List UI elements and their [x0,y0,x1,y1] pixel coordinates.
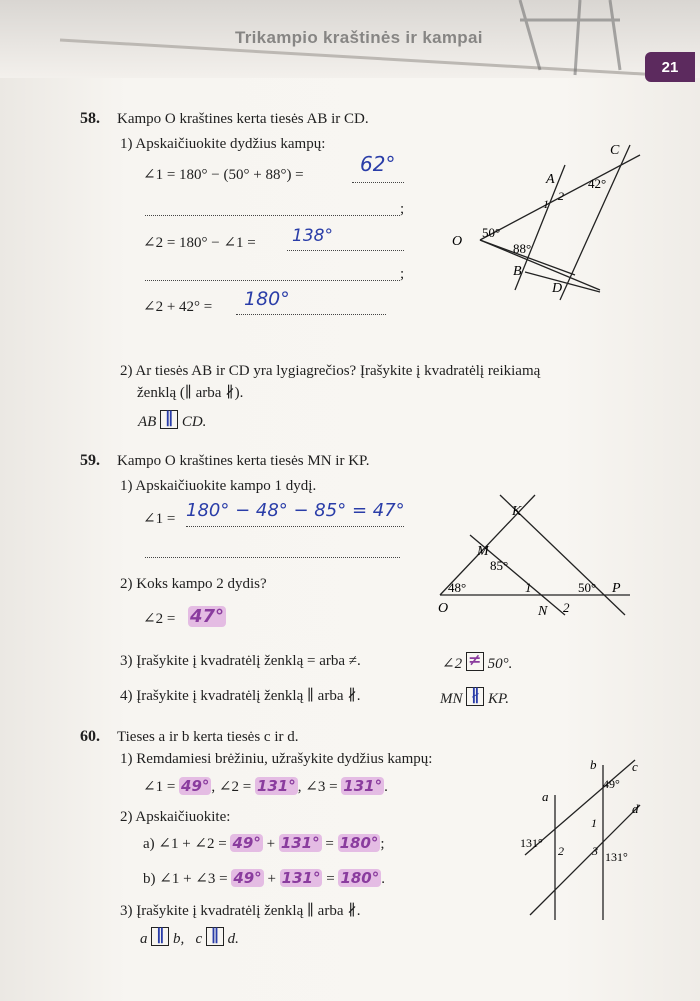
label-131-right: 131° [605,850,628,864]
question-2: 2) Apskaičiuokite: [120,809,231,825]
header-curve [0,0,700,110]
label-c: c [632,759,638,774]
line-d: d. [227,931,239,947]
answer-value: 131° [343,777,383,795]
answer-line [287,250,404,251]
label-131-left: 131° [520,836,543,850]
exercise-intro: Kampo O kraštines kerta tiesės MN ir KP. [117,453,370,469]
answer-box[interactable] [206,927,224,946]
handwritten-answer: ∦ [471,685,480,704]
line-AB: AB [138,414,157,430]
question-1: 1) Apskaičiuokite kampo 1 dydį. [120,478,317,494]
question-4: 4) Įrašykite į kvadratėlį ženklą ∥ arba ∦. [120,688,361,704]
relation-row [138,410,206,431]
label-B: B [513,264,522,279]
label-C: C [610,143,620,158]
handwritten-answer: ≠ [468,650,482,669]
equation-1: ∠1 = 180° − (50° + 88°) = [143,167,304,183]
calc-label: a) ∠1 + ∠2 = [143,836,227,852]
plus-sign: + [267,871,276,887]
equation-2: ∠2 = [143,611,176,627]
equation-3: ∠2 + 42° = [143,299,213,315]
label-1: 1 [543,197,549,211]
figure-58 [440,140,660,310]
question-2b: ženklą (∥ arba ∦). [137,385,244,401]
question-2a: 2) Ar tiesės AB ir CD yra lygiagrečios? Įrašykite į kvadratėlį reikiamą [120,363,541,379]
answer-value: 49° [181,777,210,795]
calc-row-a [143,834,385,853]
handwritten-answer: ∥ [210,925,219,944]
label-D: D [552,281,563,296]
label-N: N [538,604,548,619]
angle-3-label: , ∠3 = [297,779,338,795]
calc-row-b [143,869,385,888]
label-b: b [590,757,597,772]
answer-value: 47° [190,606,225,627]
line-c: c [195,931,203,947]
exercise-intro: Tieses a ir b kerta tiesės c ir d. [117,729,299,745]
answer-line [352,182,404,183]
label-50: 50° [482,225,501,240]
label-88: 88° [513,241,532,256]
answer-value: 131° [280,834,320,852]
exercise-number: 59. [80,452,100,469]
header-title: Trikampio kraštinės ir kampai [235,28,483,47]
label-K: K [512,504,522,519]
handwritten-answer: 138° [292,226,333,246]
semicolon: ; [400,266,405,282]
relation-row [140,927,239,948]
label-2: 2 [558,189,564,203]
answer-box[interactable] [160,410,178,429]
label-P: P [612,581,621,596]
equals-sign: = [325,836,334,852]
question-3: 3) Įrašykite į kvadratėlį ženklą ∥ arba ∦. [120,903,361,919]
page-number: 21 [645,52,695,82]
label-O: O [438,601,449,616]
angle-2: ∠2 [442,656,463,672]
answer-line [186,526,404,527]
label-a: a [542,789,549,804]
figure-60 [515,755,655,925]
answer-box[interactable] [466,687,484,706]
handwritten-answer: ∥ [156,925,165,944]
label-O: O [452,234,463,249]
answer-box[interactable] [151,927,169,946]
label-2: 2 [558,844,564,858]
label-1: 1 [591,816,597,830]
relation-row [442,652,512,673]
handwritten-answer: 62° [360,152,396,176]
question-2: 2) Koks kampo 2 dydis? [120,576,267,592]
angles-row [143,777,388,796]
relation-row [440,687,509,708]
plus-sign: + [266,836,276,852]
line-CD: CD. [181,414,207,430]
answer-value: 131° [256,777,296,795]
answer-line [145,557,400,558]
answer-line [145,280,400,281]
answer-value: 131° [281,869,321,887]
equation-1: ∠1 = [143,511,176,527]
answer-value: 49° [232,834,261,852]
answer-line [236,314,386,315]
line-KP: KP. [488,691,509,707]
label-A: A [546,172,555,187]
label-2: 2 [563,600,570,615]
line-b: b, [173,931,185,947]
answer-value: 180° [340,869,380,887]
calc-label: b) ∠1 + ∠3 = [143,871,228,887]
figure-59 [430,485,650,625]
answer-box[interactable] [466,652,484,671]
label-3: 3 [592,844,598,858]
answer-value: 180° [339,834,379,852]
line-a: a [140,931,148,947]
semicolon: ; [400,201,405,217]
angle-1-label: ∠1 = [143,779,176,795]
line-MN: MN [440,691,463,707]
question-3: 3) Įrašykite į kvadratėlį ženklą = arba ≠. [120,653,361,669]
label-M: M [477,544,489,559]
period: . [381,871,385,887]
label-42: 42° [588,176,607,191]
exercise-number: 58. [80,110,100,127]
angle-2-label: , ∠2 = [211,779,252,795]
answer-value: 49° [233,869,262,887]
handwritten-answer: ∥ [165,408,174,427]
handwritten-answer: 180° − 48° − 85° = 47° [186,500,405,521]
semicolon: ; [380,836,385,852]
label-d: d [632,801,639,816]
label-1: 1 [525,580,532,595]
label-49: 49° [603,777,620,791]
question-1: 1) Remdamiesi brėžiniu, užrašykite dydžius kampų: [120,751,433,767]
answer-line [145,215,400,216]
question-1: 1) Apskaičiuokite dydžius kampų: [120,136,326,152]
equals-sign: = [326,871,335,887]
value-50: 50°. [487,656,513,672]
period: . [384,779,388,795]
label-85: 85° [490,558,509,573]
equation-2: ∠2 = 180° − ∠1 = [143,235,256,251]
label-48: 48° [448,580,467,595]
label-50: 50° [578,580,597,595]
handwritten-answer [188,606,226,627]
exercise-intro: Kampo O kraštines kerta tiesės AB ir CD. [117,111,369,127]
exercise-number: 60. [80,728,100,745]
handwritten-answer: 180° [244,288,290,310]
